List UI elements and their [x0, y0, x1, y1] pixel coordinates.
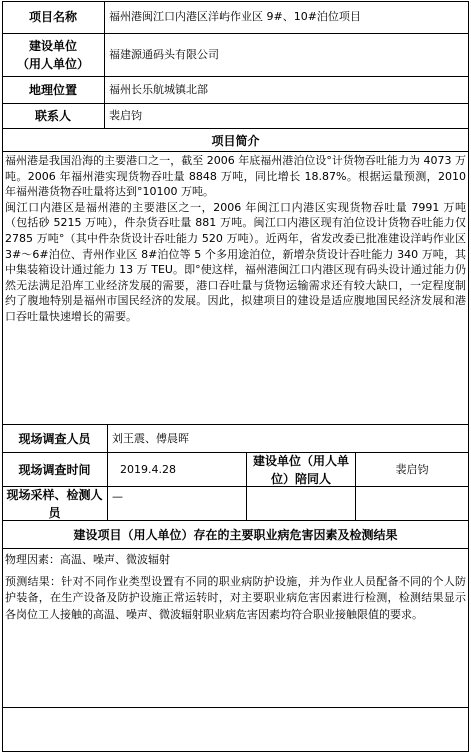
rule: [2, 707, 469, 708]
sampler-label: 现场采样、检测人员: [6, 487, 103, 520]
unit-value: 福建源通码头有限公司: [109, 48, 219, 61]
sampler-value: —: [112, 490, 123, 503]
escort-value: 裴启钧: [395, 462, 429, 476]
intro-body: [3, 153, 468, 423]
contact-label: 联系人: [34, 109, 71, 123]
survey-time-value: 2019.4.28: [120, 462, 176, 476]
project-name-value: 福州港闽江口内港区洋屿作业区 9#、10#泊位项目: [109, 10, 361, 23]
contact-value: 裴启钧: [109, 109, 142, 122]
unit-label-line2: （用人单位）: [16, 57, 89, 71]
survey-staff-value: 刘王震、傅晨晖: [112, 431, 189, 445]
intro-paragraph-1: 福州港是我国沿海的主要港口之一，截至 2006 年底福州港泊位设°计货物吞吐能力为 4073 万吨。2006 年福州港实现货物吞吐量 8848 万吨，同比增长 18.87%。根据运量预测，2010 年福州港货物吞吐量将达到°10100 万吨。: [5, 154, 466, 199]
location-value: 福州长乐航城镇北部: [109, 83, 208, 96]
unit-label-line1: 建设单位: [28, 39, 77, 53]
survey-staff-label: 现场调查人员: [18, 431, 91, 446]
hazards-body: [3, 550, 468, 706]
intro-header: 项目简介: [211, 133, 260, 148]
project-name-label: 项目名称: [28, 10, 77, 24]
unit-label: [2, 34, 104, 76]
hazards-physical: 物理因素：高温、噪声、微波辐射: [5, 553, 170, 566]
rule: [2, 548, 469, 549]
escort-label: 建设单位（用人单位）陪同人: [253, 453, 350, 486]
location-label: 地理位置: [28, 83, 77, 97]
intro-paragraph-2: 闽江口内港区是福州港的主要港区之一，2006 年闽江口内港区实现货物吞吐量 7991 万吨（包括砂 5215 万吨），件杂货吞吐量 881 万吨。闽江口内港区现有泊位设计货物吞吐能力仅 2785 万吨°（其中件杂货设计吞吐能力 520 万吨）。近两年，省发改委已批准建设洋屿作业区 3#～6#泊位、青州作业区 8#泊位等 5 个多用途泊位，新增杂货设计吞吐能力 340 万吨，其中集装箱设计通过能力 13 万 TEU。即°使这样，福州港闽江口内港区现有码头设计通过能力仍然无法满足沿库工业经济发展的需要，港口吞吐量与货物运输需求还有较大缺口，一定程度制约了腹地特别是福州市国民经济的发展。因此，拟建项目的建设是适应腹地国民经济发展和港口吞吐量快速增长的需要。: [5, 200, 466, 323]
hazards-forecast: 预测结果：针对不同作业类型设置有不同的职业病防护设施，并为作业人员配备不同的个人防护装备，在生产设备及防护设施正常运转时，对主要职业病危害因素进行检测，检测结果显示各岗位工人接触的高温、噪声、微波辐射职业病危害因素均符合职业接触限值的要求。: [5, 574, 466, 621]
rule: [2, 151, 469, 152]
survey-time-label: 现场调查时间: [18, 462, 91, 477]
hazards-header: 建设项目（用人单位）存在的主要职业病危害因素及检测结果: [73, 528, 398, 542]
